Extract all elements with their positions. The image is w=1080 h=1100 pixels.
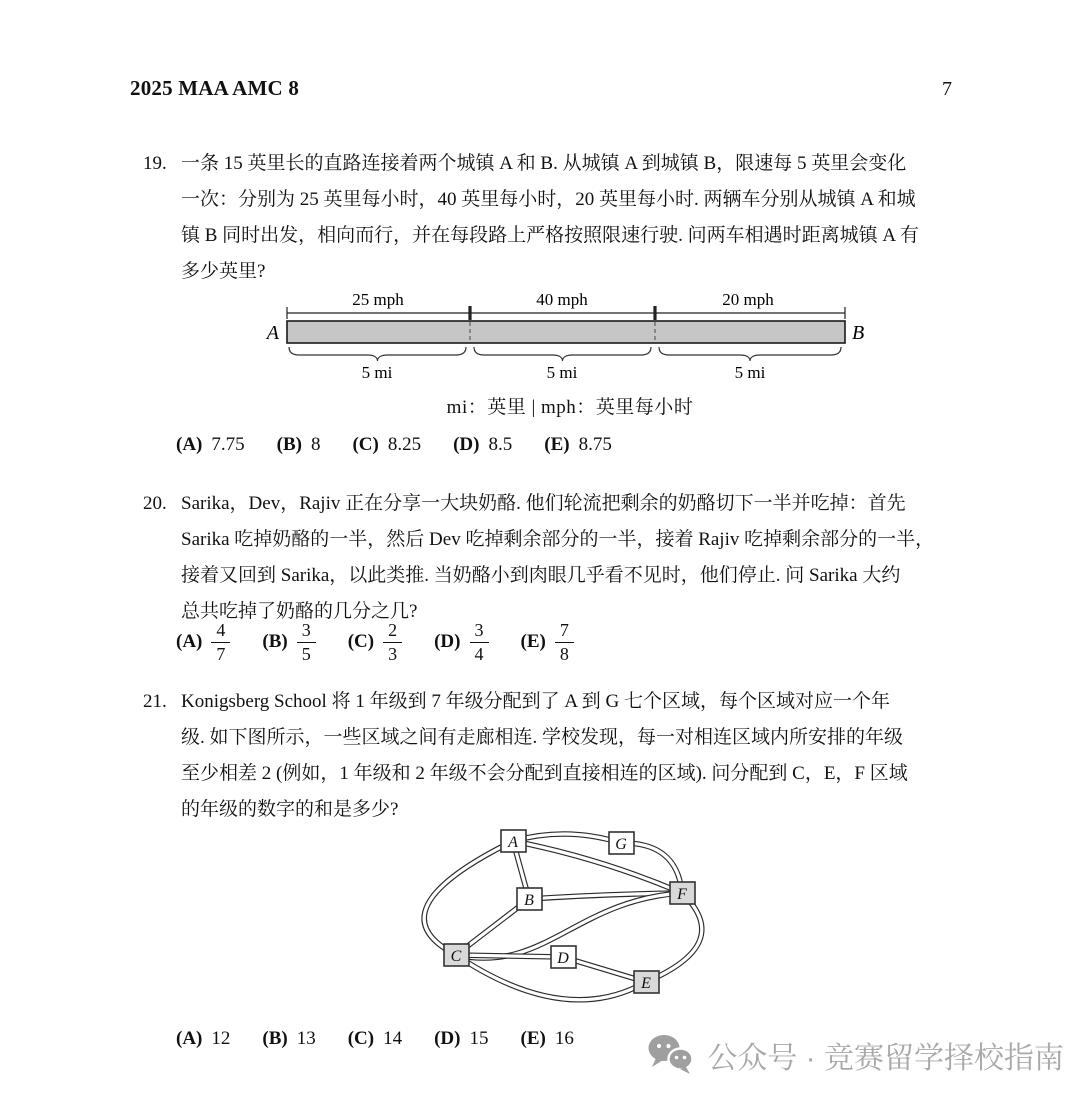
distance-label-2: 5 mi [546, 363, 578, 382]
problem-21-line-4: 的年级的数字的和是多少? [181, 799, 399, 820]
problem-20-choices [176, 620, 574, 664]
town-b-label: B [852, 322, 865, 344]
problem-21-line-3: 至少相差 2 (例如，1 年级和 2 年级不会分配到直接相连的区域). 问分配到 C，E，F 区域 [181, 763, 908, 784]
choice-20-d: (D) $\frac{3}{4}$ [434, 620, 488, 664]
speed-label-3: 20 mph [722, 290, 774, 309]
problem-20-text: Sarika，Dev，Rajiv 正在分享一大块奶酪. 他们轮流把剩余的奶酪切下一半并吃掉：首先 [181, 493, 906, 514]
problem-20 [143, 486, 963, 630]
watermark [647, 1033, 1064, 1077]
fraction: $\frac{2}{3}$ [383, 620, 402, 664]
brace-segment-1 [289, 347, 466, 361]
graph-node-G-label: G [615, 836, 627, 853]
choice-19-e: (E) 8.75 [544, 434, 612, 455]
distance-label-1: 5 mi [361, 363, 393, 382]
watermark-text: 公众号 · 竞赛留学择校指南 [707, 1042, 1064, 1075]
problem-21-text: Konigsberg School 将 1 年级到 7 年级分配到了 A 到 G 七个区域，每个区域对应一个年 [181, 691, 890, 712]
problem-19 [143, 146, 963, 290]
choice-21-d: (D) 15 [434, 1028, 489, 1049]
graph-node-A-label: A [508, 834, 518, 851]
problem-20-line-1 [143, 486, 963, 522]
problem-20-line-2: Sarika 吃掉奶酪的一半，然后 Dev 吃掉剩余部分的一半，接着 Rajiv 吃掉剩余部分的一半， [181, 529, 935, 550]
wechat-icon [647, 1034, 695, 1076]
fraction: $\frac{3}{5}$ [297, 620, 316, 664]
units-legend: mi：英里 | mph：英里每小时 [446, 397, 694, 418]
choice-20-e: (E) $\frac{7}{8}$ [521, 620, 574, 664]
problem-19-number: 19. [143, 153, 167, 174]
problem-19-text: 一条 15 英里长的直路连接着两个城镇 A 和 B. 从城镇 A 到城镇 B，限速每 5 英里会变化 [181, 153, 907, 174]
page-number: 7 [942, 78, 952, 100]
choice-19-b: (B) 8 [276, 434, 321, 455]
brace-segment-3 [659, 347, 841, 361]
graph-node-C-label: C [450, 948, 462, 965]
graph-node-B-label: B [524, 892, 534, 909]
problem-19-line-2: 一次：分别为 25 英里每小时，40 英里每小时，20 英里每小时. 两辆车分别从城镇 A 和城 [181, 189, 916, 210]
problem-19-line-1 [143, 146, 963, 182]
choice-21-b: (B) 13 [262, 1028, 316, 1049]
speed-label-1: 25 mph [352, 290, 404, 309]
choice-20-b: (B) $\frac{3}{5}$ [262, 620, 315, 664]
choice-20-c: (C) $\frac{2}{3}$ [348, 620, 402, 664]
problem-21 [143, 684, 963, 828]
choice-19-d: (D) 8.5 [453, 434, 513, 455]
choice-19-c: (C) 8.25 [352, 434, 422, 455]
problem-19-line-3: 镇 B 同时出发，相向而行，并在每段路上严格按照限速行驶. 问两车相遇时距离城镇 A 有 [181, 225, 919, 246]
speed-label-2: 40 mph [536, 290, 588, 309]
fraction: $\frac{7}{8}$ [555, 620, 574, 664]
doc-title: 2025 MAA AMC 8 [130, 76, 300, 100]
brace-segment-2 [474, 347, 651, 361]
choice-21-c: (C) 14 [347, 1028, 403, 1049]
graph-node-F-label: F [677, 886, 687, 903]
graph-node-E-label: E [641, 975, 651, 992]
choice-21-e: (E) 16 [520, 1028, 574, 1049]
choice-19-a: (A) 7.75 [176, 434, 245, 455]
problem-20-line-3: 接着又回到 Sarika，以此类推. 当奶酪小到肉眼几乎看不见时，他们停止. 问 Sarika 大约 [181, 565, 901, 586]
road-bar [287, 321, 845, 343]
problem-19-line-4: 多少英里? [181, 261, 266, 282]
problem-21-line-1 [143, 684, 963, 720]
graph-edge-A-C [424, 841, 513, 955]
corridor-graph [415, 816, 735, 1021]
problem-21-number: 21. [143, 691, 167, 712]
fraction: $\frac{4}{7}$ [211, 620, 230, 664]
fraction: $\frac{3}{4}$ [470, 620, 489, 664]
problem-21-choices [176, 1028, 574, 1050]
town-a-label: A [266, 322, 279, 344]
problem-19-choices [176, 434, 612, 456]
choice-20-a: (A) $\frac{4}{7}$ [176, 620, 230, 664]
problem-20-line-4: 总共吃掉了奶酪的几分之几? [181, 601, 418, 622]
road-speed-diagram [260, 284, 880, 386]
distance-label-3: 5 mi [734, 363, 766, 382]
page-header [130, 76, 952, 101]
problem-20-number: 20. [143, 493, 167, 514]
choice-21-a: (A) 12 [176, 1028, 231, 1049]
problem-21-line-2: 级. 如下图所示，一些区域之间有走廊相连. 学校发现，每一对相连区域内所安排的年级 [181, 727, 904, 748]
graph-node-D-label: D [557, 950, 569, 967]
